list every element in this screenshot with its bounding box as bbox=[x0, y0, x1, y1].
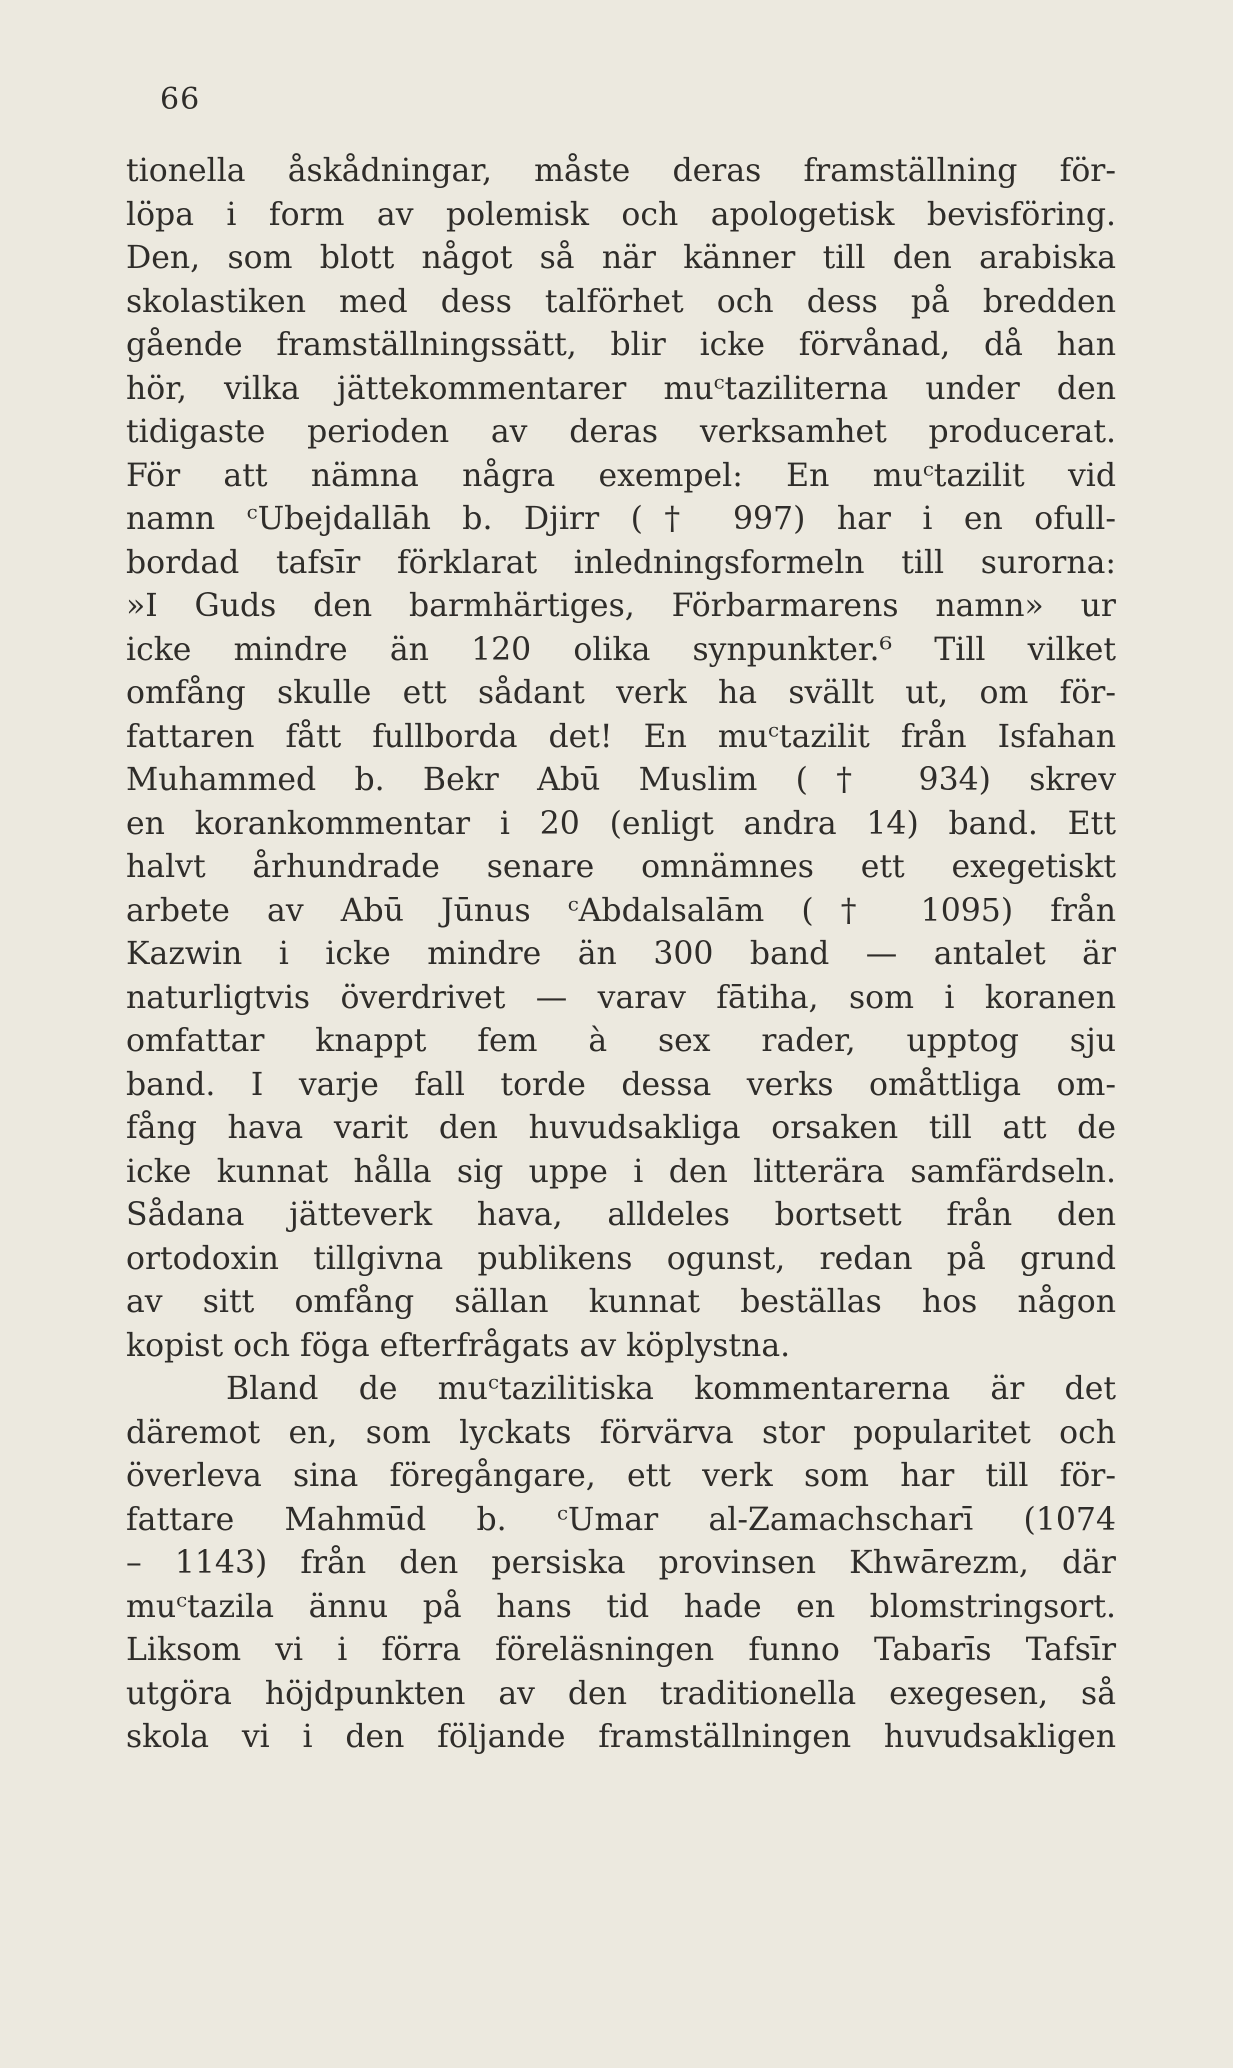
text-line: ortodoxin tillgivna publikens ogunst, redan på grund bbox=[126, 1240, 1116, 1277]
text-line: tidigaste perioden av deras verksamhet producerat. bbox=[126, 414, 1116, 450]
text-line: en korankommentar i 20 (enligt andra 14) band. Ett bbox=[126, 805, 1116, 842]
text-line: naturligtvis överdrivet — varav fātiha, som i koranen bbox=[126, 979, 1116, 1016]
text-line: löpa i form av polemisk och apologetisk bevisföring. bbox=[126, 196, 1116, 233]
text-line: tionella åskådningar, måste deras framställning för- bbox=[126, 153, 1116, 189]
text-line: icke mindre än 120 olika synpunkter.⁶ Till vilket bbox=[126, 631, 1116, 668]
text-line: namn ᶜUbejdallāh b. Djirr († 997) har i en ofull- bbox=[126, 501, 1116, 537]
text-line: Muhammed b. Bekr Abū Muslim († 934) skrev bbox=[126, 762, 1116, 798]
text-line: Bland de muᶜtazilitiska kommentarerna är det bbox=[226, 1371, 1116, 1407]
text-line: av sitt omfång sällan kunnat beställas hos någon bbox=[126, 1284, 1116, 1320]
text-line: omfattar knappt fem à sex rader, upptog sju bbox=[126, 1023, 1116, 1059]
text-line: »I Guds den barmhärtiges, Förbarmarens namn» ur bbox=[126, 588, 1116, 624]
page-number: 66 bbox=[160, 82, 201, 117]
text-line: utgöra höjdpunkten av den traditionella exegesen, så bbox=[126, 1675, 1116, 1712]
text-line: bordad tafsīr förklarat inledningsformeln till surorna: bbox=[126, 544, 1116, 581]
text-line: fång hava varit den huvudsakliga orsaken till att de bbox=[126, 1110, 1116, 1146]
text-line: hör, vilka jättekommentarer muᶜtaziliterna under den bbox=[126, 370, 1116, 407]
text-line: gående framställningssätt, blir icke förvånad, då han bbox=[126, 327, 1116, 363]
text-line: Kazwin i icke mindre än 300 band — antalet är bbox=[126, 936, 1116, 972]
text-line: omfång skulle ett sådant verk ha svällt ut, om för- bbox=[126, 675, 1116, 711]
text-line: skola vi i den följande framställningen huvudsakligen bbox=[126, 1719, 1116, 1755]
text-line: skolastiken med dess talförhet och dess på bredden bbox=[126, 283, 1116, 320]
text-line: däremot en, som lyckats förvärva stor popularitet och bbox=[126, 1414, 1116, 1451]
text-line: icke kunnat hålla sig uppe i den litterära samfärdseln. bbox=[126, 1153, 1116, 1190]
text-line: överleva sina föregångare, ett verk som har till för- bbox=[126, 1458, 1116, 1494]
text-line: arbete av Abū Jūnus ᶜAbdalsalām († 1095) från bbox=[126, 892, 1116, 929]
body-text bbox=[126, 150, 1116, 1760]
text-line: band. I varje fall torde dessa verks omåttliga om- bbox=[126, 1066, 1116, 1103]
text-line: För att nämna några exempel: En muᶜtazilit vid bbox=[126, 457, 1116, 494]
text-line: halvt århundrade senare omnämnes ett exegetiskt bbox=[126, 849, 1116, 885]
text-line: – 1143) från den persiska provinsen Khwārezm, där bbox=[126, 1545, 1116, 1581]
text-line: Liksom vi i förra föreläsningen funno Tabarīs Tafsīr bbox=[126, 1632, 1116, 1668]
text-line: Den, som blott något så när känner till den arabiska bbox=[126, 240, 1116, 276]
text-line: muᶜtazila ännu på hans tid hade en blomstringsort. bbox=[126, 1588, 1116, 1625]
text-line: kopist och föga efterfrågats av köplystna. bbox=[126, 1327, 791, 1364]
text-line: fattare Mahmūd b. ᶜUmar al-Zamachscharī (1074 bbox=[126, 1501, 1116, 1538]
text-line: Sådana jätteverk hava, alldeles bortsett från den bbox=[126, 1197, 1116, 1233]
text-line: fattaren fått fullborda det! En muᶜtazilit från Isfahan bbox=[126, 718, 1116, 755]
